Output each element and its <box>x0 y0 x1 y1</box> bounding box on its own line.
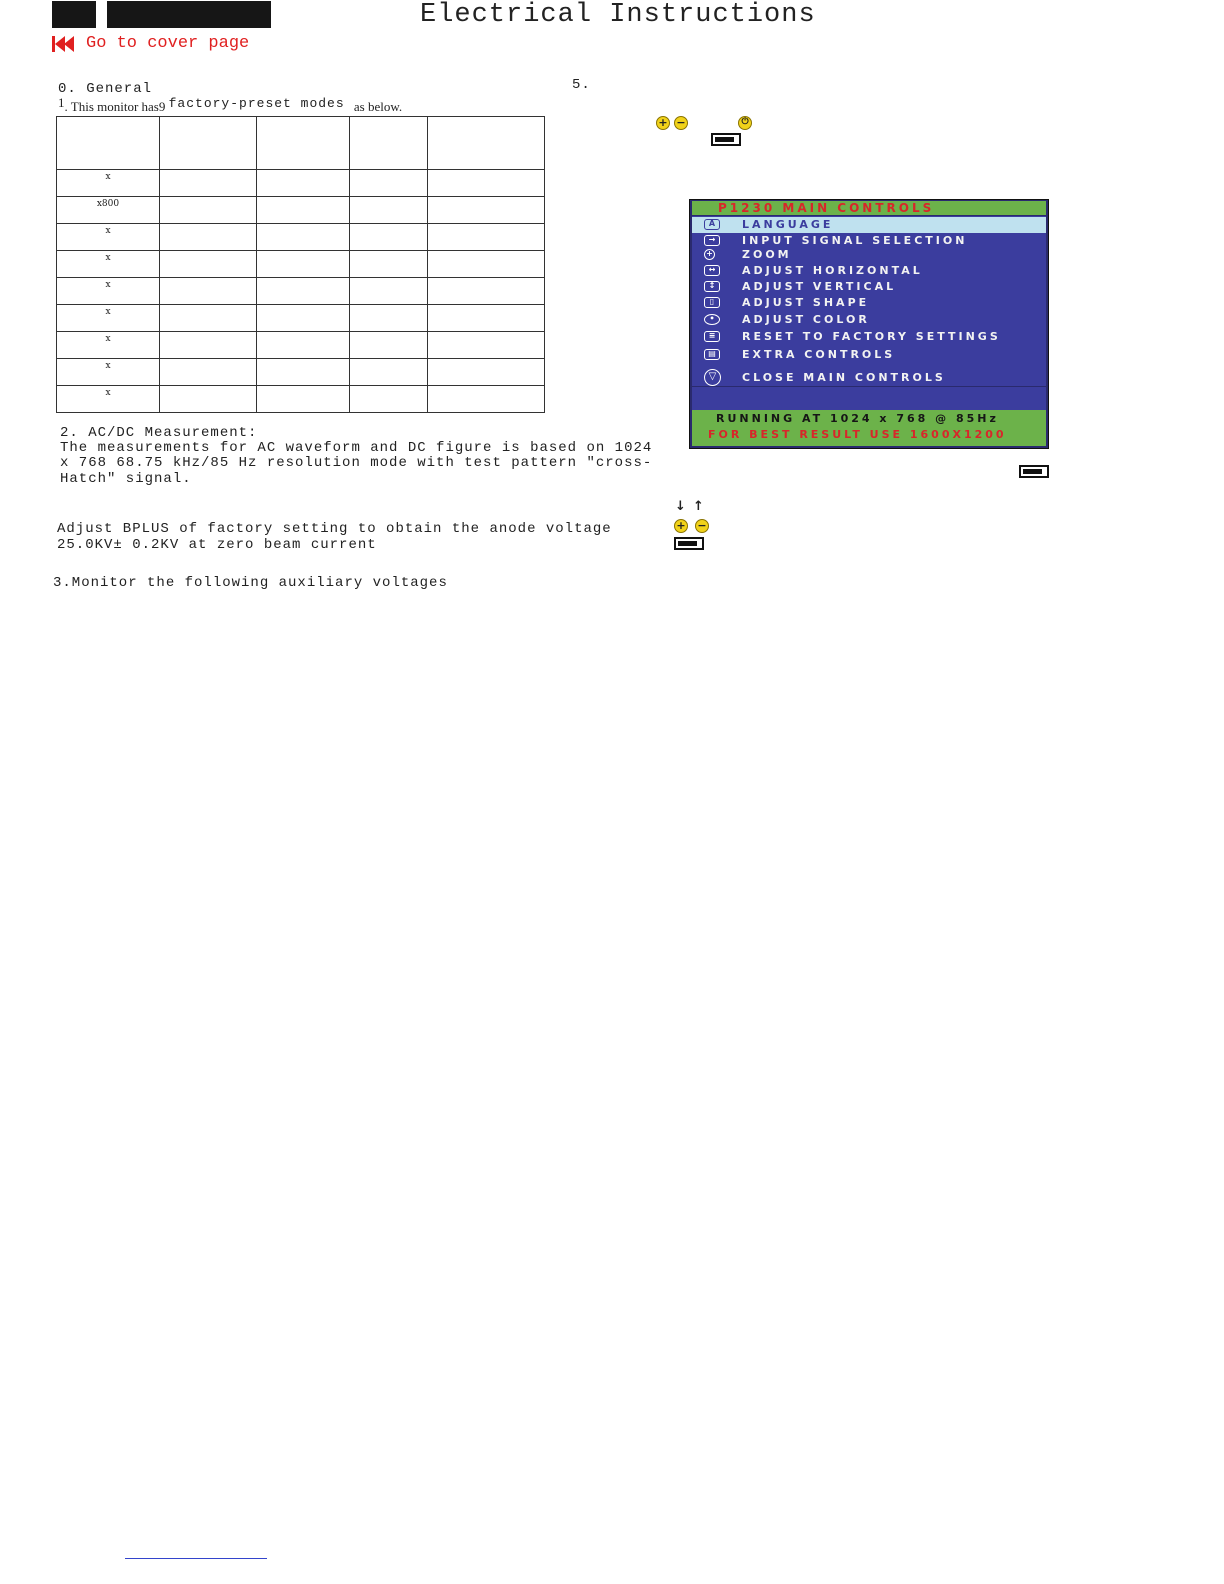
osd-title: P1230 MAIN CONTROLS <box>692 201 1046 215</box>
osd-status-bar <box>692 410 1046 446</box>
resolution-cell: x <box>105 226 111 236</box>
resolution-cell: x <box>105 334 111 344</box>
section-0-heading: 0. General <box>58 81 153 97</box>
resolution-cell: x <box>105 361 111 371</box>
osd-item-vertical[interactable]: ↕ ADJUST VERTICAL <box>692 279 1046 295</box>
header-cell <box>257 117 350 170</box>
osd-item-shape[interactable]: ▯ ADJUST SHAPE <box>692 295 1046 311</box>
down-arrow-button[interactable]: ↓ <box>675 499 686 514</box>
table-row <box>57 359 545 386</box>
horizontal-icon: ↔ <box>704 265 720 276</box>
vertical-icon: ↕ <box>704 281 720 292</box>
item-text-c: factory-preset modes <box>168 96 345 111</box>
extra-controls-icon: ▤ <box>704 349 720 360</box>
header-cell <box>57 117 160 170</box>
resolution-cell: x <box>105 253 111 263</box>
header-cell <box>350 117 428 170</box>
preset-count: 9 <box>158 99 166 114</box>
osd-item-input-signal[interactable]: → INPUT SIGNAL SELECTION <box>692 233 1046 249</box>
osd-item-language[interactable]: A LANGUAGE <box>692 217 1046 233</box>
close-icon: ▽ <box>704 369 721 386</box>
ok-button[interactable] <box>711 133 741 146</box>
page-number-block <box>52 1 96 28</box>
table-row <box>57 251 545 278</box>
osd-main-controls <box>689 199 1049 449</box>
color-icon: • <box>704 314 720 325</box>
ok-button-legend[interactable] <box>674 537 704 550</box>
section-0-item-1 <box>58 95 403 114</box>
table-row <box>57 170 545 197</box>
go-to-cover-link[interactable] <box>52 34 249 53</box>
osd-item-close[interactable]: ▽ CLOSE MAIN CONTROLS <box>692 368 1046 388</box>
zoom-icon: + <box>704 249 715 260</box>
up-arrow-button[interactable]: ↑ <box>693 499 704 514</box>
chapter-block <box>107 1 271 28</box>
osd-item-horizontal[interactable]: ↔ ADJUST HORIZONTAL <box>692 263 1046 279</box>
section-2-line-2: x 768 68.75 kHz/85 Hz resolution mode with test pattern "cross- <box>60 455 653 471</box>
osd-menu <box>692 216 1046 410</box>
osd-item-zoom[interactable]: + ZOOM <box>692 247 1046 263</box>
section-3-heading: 3.Monitor the following auxiliary voltages <box>53 575 448 591</box>
section-2-heading: 2. AC/DC Measurement: <box>60 425 258 441</box>
resolution-cell: x <box>105 388 111 398</box>
osd-divider <box>692 386 1046 387</box>
section-2-line-3: Hatch" signal. <box>60 471 192 487</box>
language-icon: A <box>704 219 720 230</box>
preset-modes-table <box>56 116 545 413</box>
shape-icon: ▯ <box>704 297 720 308</box>
table-header-row <box>57 117 545 170</box>
running-status: RUNNING AT 1024 x 768 @ 85Hz <box>716 412 999 425</box>
table-row <box>57 278 545 305</box>
power-button[interactable]: ⏻ <box>738 116 752 130</box>
resolution-cell: x <box>105 280 111 290</box>
header-cell <box>160 117 257 170</box>
minus-button[interactable]: − <box>674 116 688 130</box>
plus-button[interactable]: + <box>656 116 670 130</box>
page-title: Electrical Instructions <box>420 0 816 30</box>
section-2-line-1: The measurements for AC waveform and DC figure is based on 1024 <box>60 440 653 456</box>
osd-item-reset[interactable]: ≡ RESET TO FACTORY SETTINGS <box>692 329 1046 345</box>
plus-button-legend[interactable]: + <box>674 519 688 533</box>
input-signal-icon: → <box>704 235 720 246</box>
table-row <box>57 197 545 224</box>
cover-link-label: Go to cover page <box>86 34 250 53</box>
osd-item-extra-controls[interactable]: ▤ EXTRA CONTROLS <box>692 347 1046 363</box>
minus-button-legend[interactable]: − <box>695 519 709 533</box>
resolution-cell: x <box>105 307 111 317</box>
table-row <box>57 386 545 413</box>
rewind-icon <box>52 35 76 53</box>
item-text-a: . This monitor has <box>64 99 159 114</box>
table-row <box>57 305 545 332</box>
reset-icon: ≡ <box>704 331 720 342</box>
header-cell <box>428 117 545 170</box>
section-5-number: 5. <box>572 77 591 93</box>
table-row <box>57 332 545 359</box>
resolution-cell: x800 <box>96 199 120 209</box>
osd-item-color[interactable]: • ADJUST COLOR <box>692 312 1046 328</box>
best-result-hint: FOR BEST RESULT USE 1600X1200 <box>708 428 1007 441</box>
resolution-cell: x <box>105 172 111 182</box>
ok-button-2[interactable] <box>1019 465 1049 478</box>
anode-adjust-line-2: 25.0KV± 0.2KV at zero beam current <box>57 537 377 553</box>
footer-rule <box>125 1558 267 1559</box>
item-number: 1 <box>58 95 65 110</box>
item-text-d: as below. <box>353 99 403 114</box>
table-row <box>57 224 545 251</box>
anode-adjust-line-1: Adjust BPLUS of factory setting to obtain the anode voltage <box>57 521 612 537</box>
